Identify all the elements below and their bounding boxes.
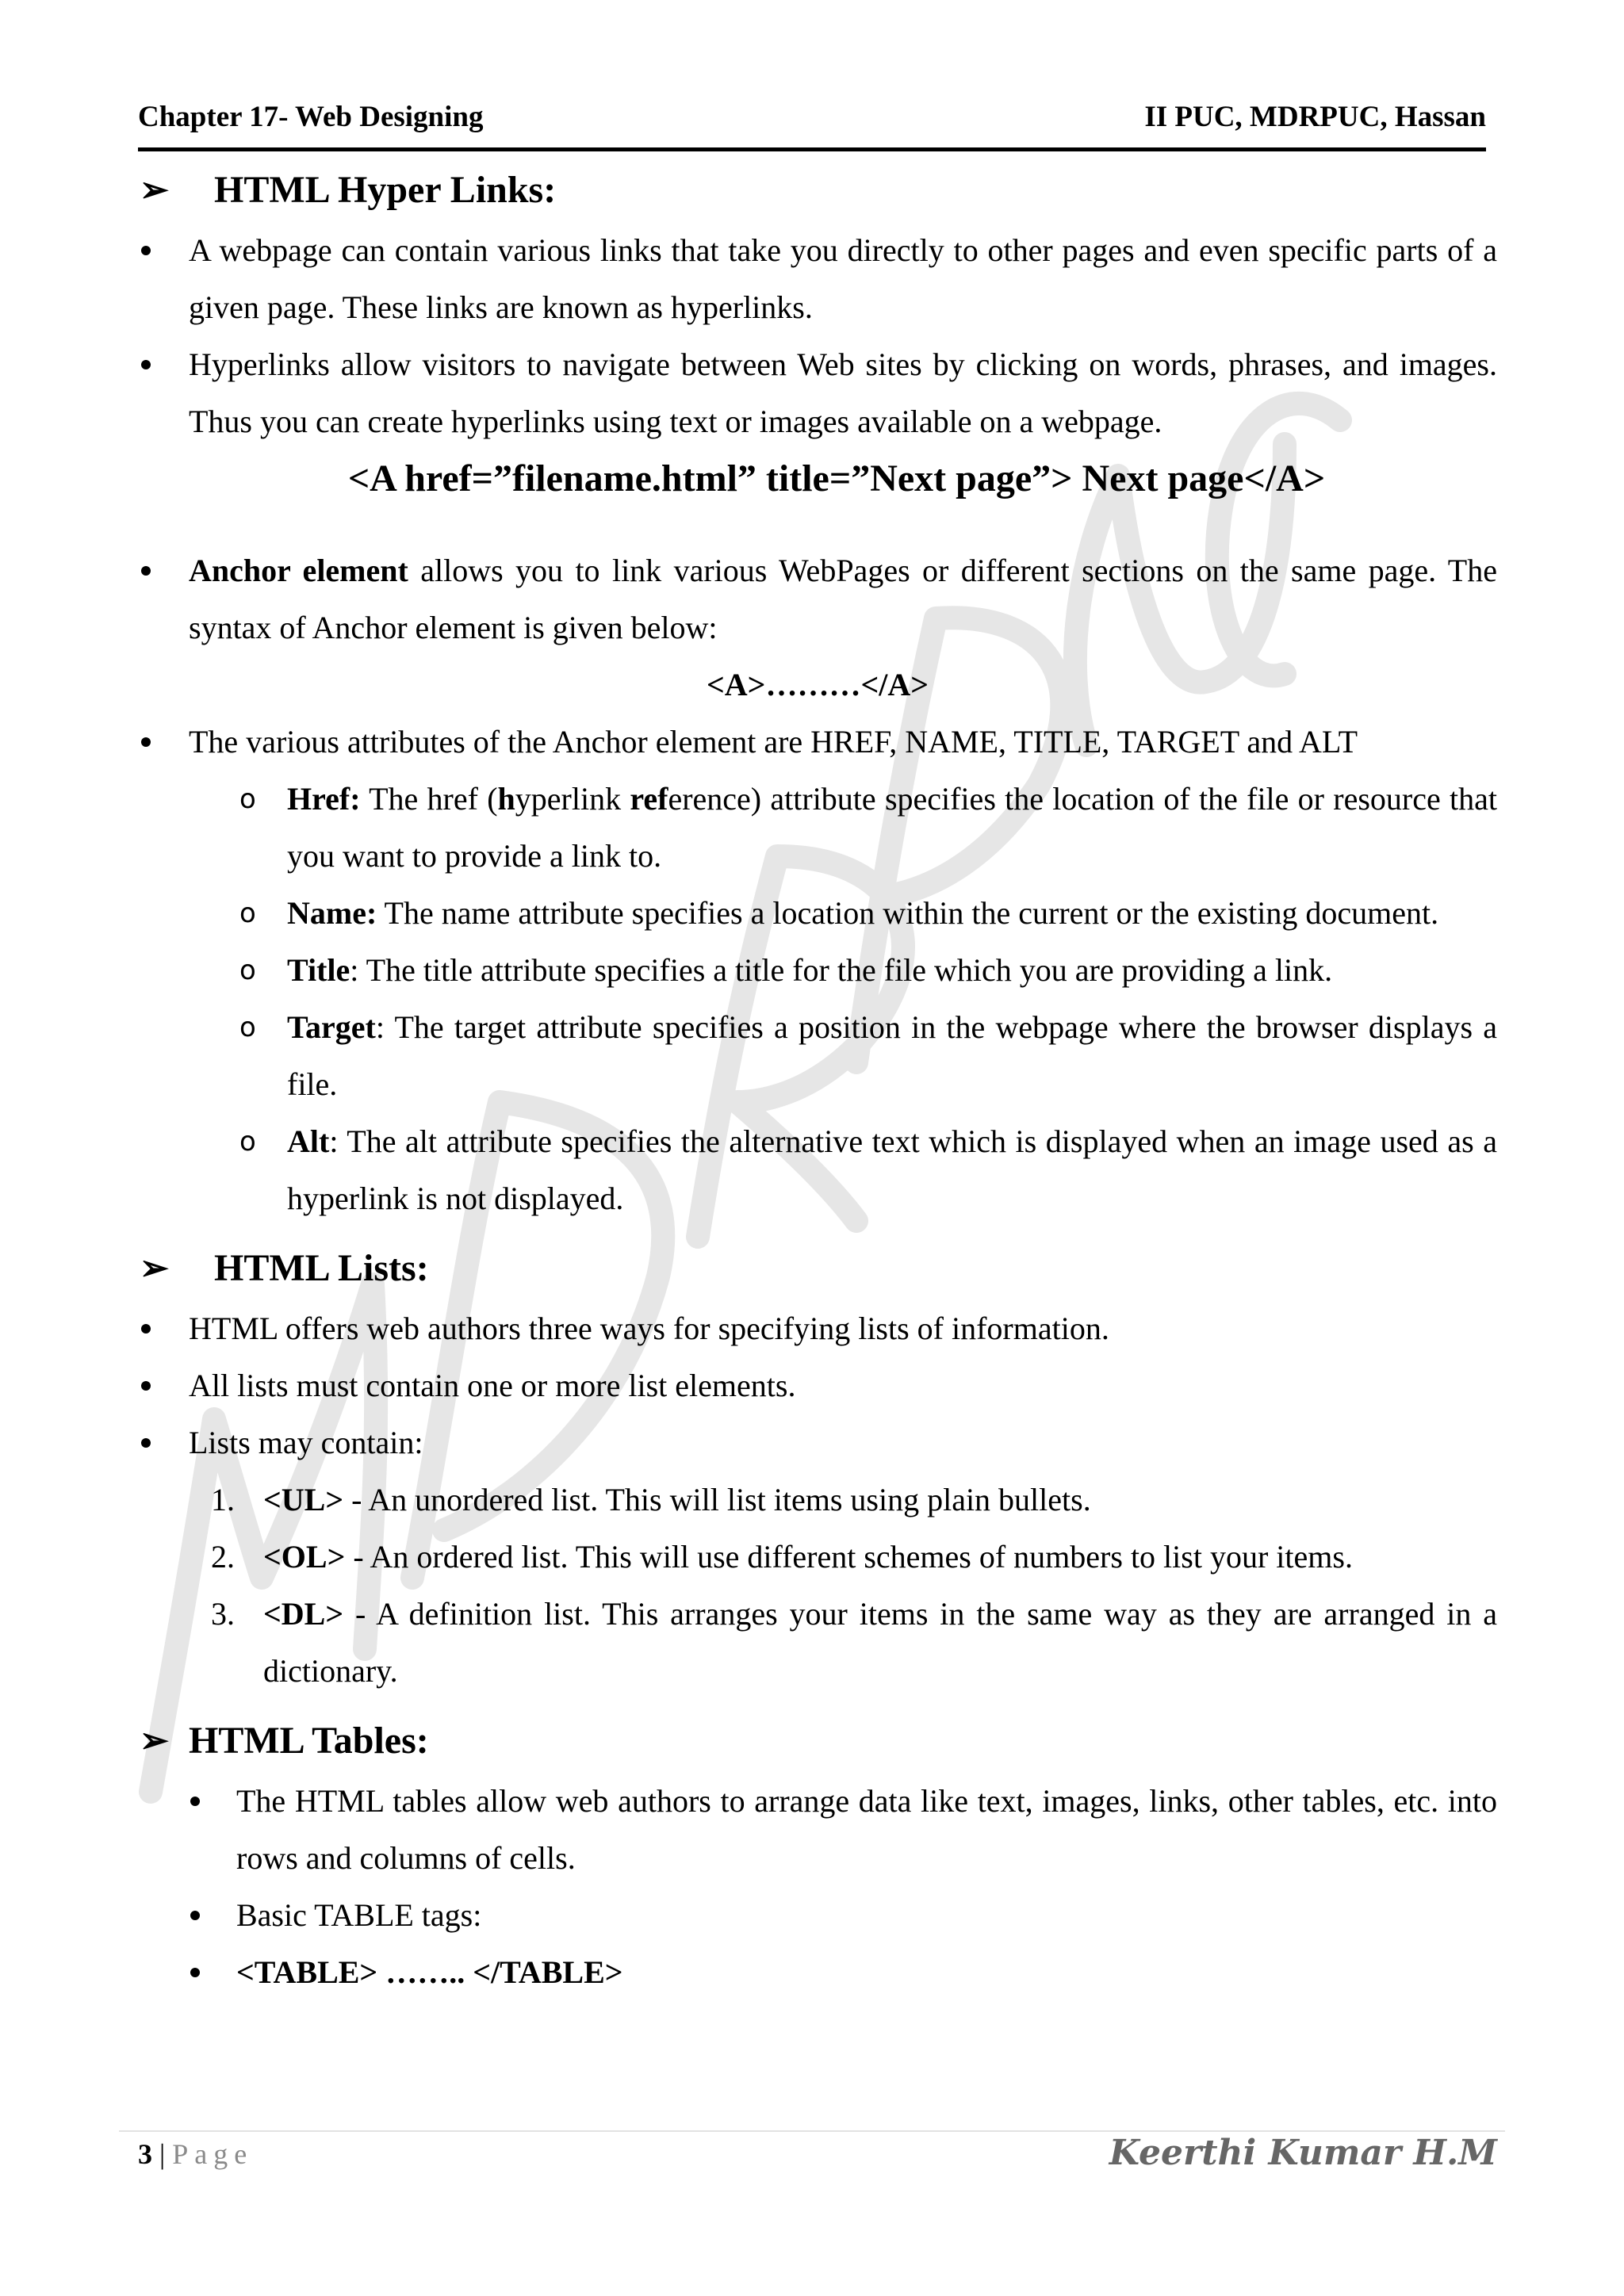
list-types [138,1471,1497,1700]
arrow-bullet-icon: ➢ [140,1249,169,1288]
text: The href ( [360,781,498,817]
tag-name: <DL> [263,1596,344,1632]
section-heading-tables [138,1709,1497,1773]
heading-text: HTML Hyper Links: [214,169,557,211]
list-item [138,542,1497,656]
tag-name: <OL> [263,1539,346,1575]
text: yperlink [515,781,630,817]
anchor-list [138,542,1497,656]
paragraph: All lists must contain one or more list elements. [189,1368,796,1403]
circle-bullet-icon: o [239,1012,256,1043]
page-header [138,95,1486,151]
list-item [138,1414,1497,1471]
term: Alt [287,1123,330,1159]
arrow-bullet-icon: ➢ [140,1721,169,1760]
list-item [138,1887,1497,1944]
paragraph: HTML offers web authors three ways for specifying lists of information. [189,1311,1109,1346]
hyperlinks-list [138,222,1497,450]
numbered-item [138,1586,1497,1700]
term: ref [630,781,668,817]
numbered-item [138,1471,1497,1529]
list-item [138,1773,1497,1887]
list-item [138,1944,1497,2001]
separator: | [152,2138,173,2170]
sublist-item-alt [138,1113,1497,1227]
attributes-list [138,714,1497,771]
text: : The title attribute specifies a title for the file which you are providing a link. [350,952,1333,988]
circle-bullet-icon: o [239,955,256,986]
term: Name: [287,895,377,931]
sublist-item-target [138,999,1497,1113]
circle-bullet-icon: o [239,1126,256,1158]
text: : The target attribute specifies a position in the webpage where the browser displays a file. [287,1009,1497,1102]
section-heading-hyperlinks [138,159,1497,222]
heading-text: HTML Lists: [214,1247,429,1289]
footer-author: Keerthi Kumar H.M [1109,2133,1497,2173]
page-number [138,2137,253,2171]
anchor-syntax: <A>………</A> [706,667,929,702]
term: Title [287,952,350,988]
paragraph: The HTML tables allow web authors to arrange data like text, images, links, other tables, etc. into rows and columns of cells. [236,1783,1497,1876]
sublist-item-href [138,771,1497,885]
list-item [138,1357,1497,1414]
attribute-sublist [138,771,1497,1227]
paragraph: A webpage can contain various links that take you directly to other pages and even specific parts of a given page. These links are known as hyperlinks. [189,232,1497,325]
tag-name: <UL> [263,1482,344,1517]
sublist-item-name [138,885,1497,942]
term: Anchor element [189,553,408,588]
tables-list [138,1773,1497,2001]
sublist-item-title [138,942,1497,999]
circle-bullet-icon: o [239,897,256,929]
circle-bullet-icon: o [239,783,256,815]
item-number: 2. [211,1539,235,1575]
text: erence) attribute specifies the location of the file or resource that you want to provide a link to. [287,781,1497,874]
numbered-item [138,1529,1497,1586]
term: Target [287,1009,376,1045]
list-item [138,336,1497,450]
text: - An ordered list. This will use different schemes of numbers to list your items. [345,1539,1353,1575]
text: - A definition list. This arranges your items in the same way as they are arranged in a dictionary. [263,1596,1497,1689]
footer-divider [119,2130,1505,2132]
lists-list [138,1300,1497,1471]
term: Href: [287,781,361,817]
paragraph: Hyperlinks allow visitors to navigate between Web sites by clicking on words, phrases, and images. Thus you can create hyperlinks using text or images available on a webpage. [189,346,1497,439]
text: - An unordered list. This will list items using plain bullets. [343,1482,1091,1517]
text: The name attribute specifies a location within the current or the existing document. [377,895,1439,931]
paragraph: Basic TABLE tags: [236,1897,482,1933]
text: : The alt attribute specifies the alternative text which is displayed when an image used as a hyperlink is not displayed. [287,1123,1497,1216]
paragraph: Lists may contain: [189,1425,423,1460]
page-num: 3 [138,2138,152,2170]
tag-name: <TABLE> …….. </TABLE> [236,1954,623,1990]
heading-text: HTML Tables: [189,1720,429,1762]
header-chapter: Chapter 17- Web Designing [138,101,484,133]
item-number: 3. [211,1596,235,1632]
arrow-bullet-icon: ➢ [140,170,169,209]
paragraph: The various attributes of the Anchor element are HREF, NAME, TITLE, TARGET and ALT [189,724,1358,760]
list-item [138,222,1497,336]
page-label: Page [172,2138,254,2170]
list-item [138,1300,1497,1357]
term: h [497,781,515,817]
list-item [138,714,1497,771]
code-example: <A href=”filename.html” title=”Next page”> Next page</A> [347,457,1326,499]
paragraph: allows you to link various WebPages or different sections on the same page. The syntax of Anchor element is given below: [189,553,1497,645]
section-heading-lists [138,1237,1497,1300]
header-institution: II PUC, MDRPUC, Hassan [1144,101,1486,133]
page-content [138,159,1497,2001]
item-number: 1. [211,1482,235,1517]
